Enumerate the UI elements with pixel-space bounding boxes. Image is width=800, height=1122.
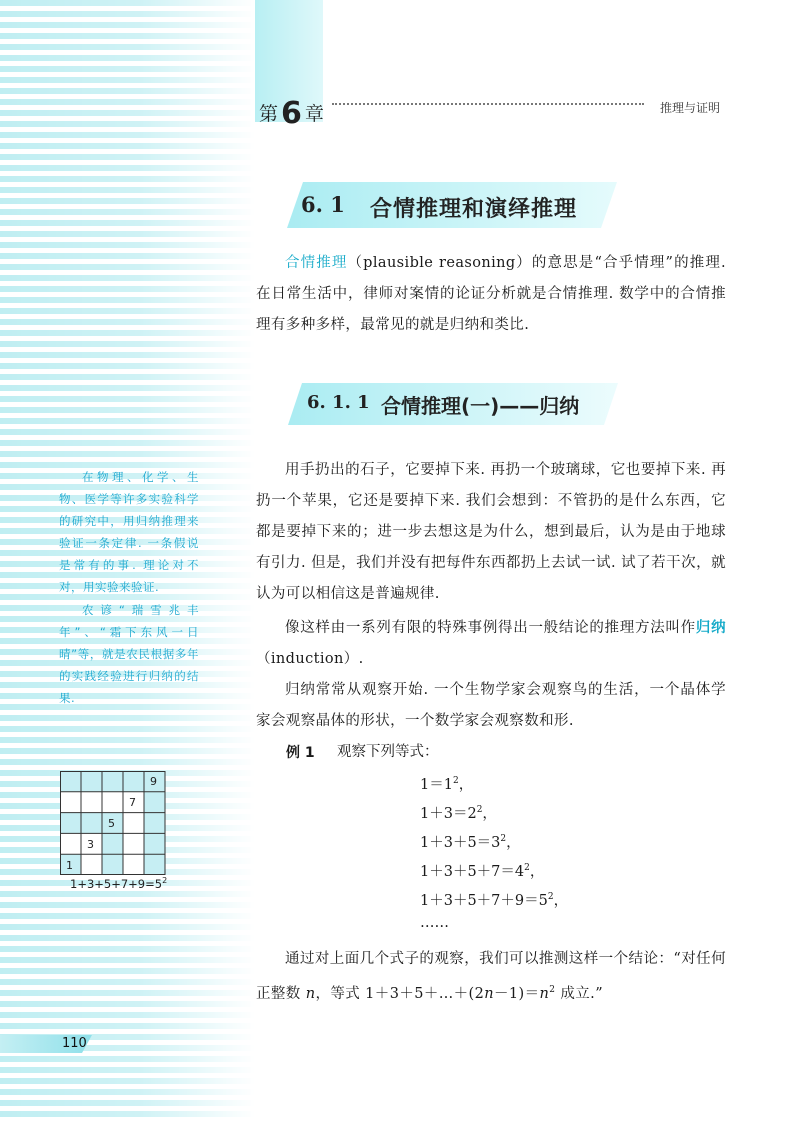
section-number: 6. 1 (301, 192, 345, 217)
margin-note-2: 农谚“瑞雪兆丰年”、“霜下东风一日晴”等，就是农民根据多年的实践经验进行归纳的结果. (59, 603, 199, 705)
equation-4: $1+3+5+7=4^2$， (420, 863, 545, 880)
grid-caption: $1+3+5+7+9=5^2$ (70, 876, 168, 891)
intro-term: 合情推理 (285, 255, 348, 271)
chapter-topic: 推理与证明 (660, 101, 721, 115)
paragraph-2-text: 像这样由一系列有限的特殊事例得出一般结论的推理方法叫作 (285, 620, 696, 636)
paragraph-3: 归纳常常从观察开始. 一个生物学家会观察鸟的生活，一个晶体学家会观察晶体的形状，一个数学家会观察数和形. (256, 682, 726, 729)
equation-5: $1+3+5+7+9=5^2$， (420, 892, 569, 909)
margin-note-1: 在物理、化学、生物、医学等许多实验科学的研究中，用归纳推理来验证一条定律. 一条假说是常有的事. 理论对不对，用实验来验证. (59, 470, 199, 594)
paragraph-2-end: （induction）. (256, 651, 364, 667)
conclusion-paragraph: 通过对上面几个式子的观察，我们可以推测这样一个结论：“对任何正整数 n，等式 $1+3+5+\dots+(2n-1)=n^2$ 成立.” (256, 951, 726, 1002)
page-number: 110 (62, 1036, 87, 1051)
intro-paragraph (256, 248, 726, 341)
example-label: 例 1 (286, 745, 315, 761)
grid-label-7: 7 (129, 796, 136, 809)
grid-label-5: 5 (108, 817, 115, 830)
dotted-leader (332, 103, 644, 105)
subsection-number: 6. 1. 1 (307, 392, 370, 413)
odd-sum-grid-figure (60, 771, 170, 875)
paragraph-1: 用手扔出的石子，它要掉下来. 再扔一个玻璃球，它也要掉下来. 再扔一个苹果，它还是要掉下来. 我们会想到：不管扔的是什么东西，它都是要掉下来的；进一步去想这是为什么，想到最后，认为是由于地球有引力. 但是，我们并没有把每件东西都扔上去试一试. 试了若干次，就认为可以相信这是普遍规律. (256, 462, 726, 602)
intro-text: （plausible reasoning）的意思是“合乎情理”的推理. 在日常生活中，律师对案情的论证分析就是合情推理. 数学中的合情推理有多种多样，最常见的就是归纳和类比. (256, 255, 726, 333)
chapter-prefix: 第 (259, 103, 279, 125)
induction-term: 归纳 (695, 620, 726, 636)
section-title: 合情推理和演绎推理 (370, 197, 578, 222)
subsection-title: 合情推理(一)——归纳 (381, 394, 580, 418)
equation-2: $1+3=2^2$， (420, 805, 497, 822)
example-text: 观察下列等式： (337, 744, 439, 760)
grid-label-9: 9 (150, 775, 157, 788)
chapter-suffix: 章 (304, 103, 324, 125)
chapter-label (259, 93, 324, 131)
chapter-number: 6 (281, 96, 302, 131)
grid-label-3: 3 (87, 838, 94, 851)
equation-3: $1+3+5=3^2$， (420, 834, 521, 851)
paragraph-2 (256, 613, 726, 675)
grid-label-1: 1 (66, 859, 73, 872)
equation-1: $1=1^2$， (420, 776, 474, 793)
equation-ellipsis: …… (420, 915, 449, 931)
